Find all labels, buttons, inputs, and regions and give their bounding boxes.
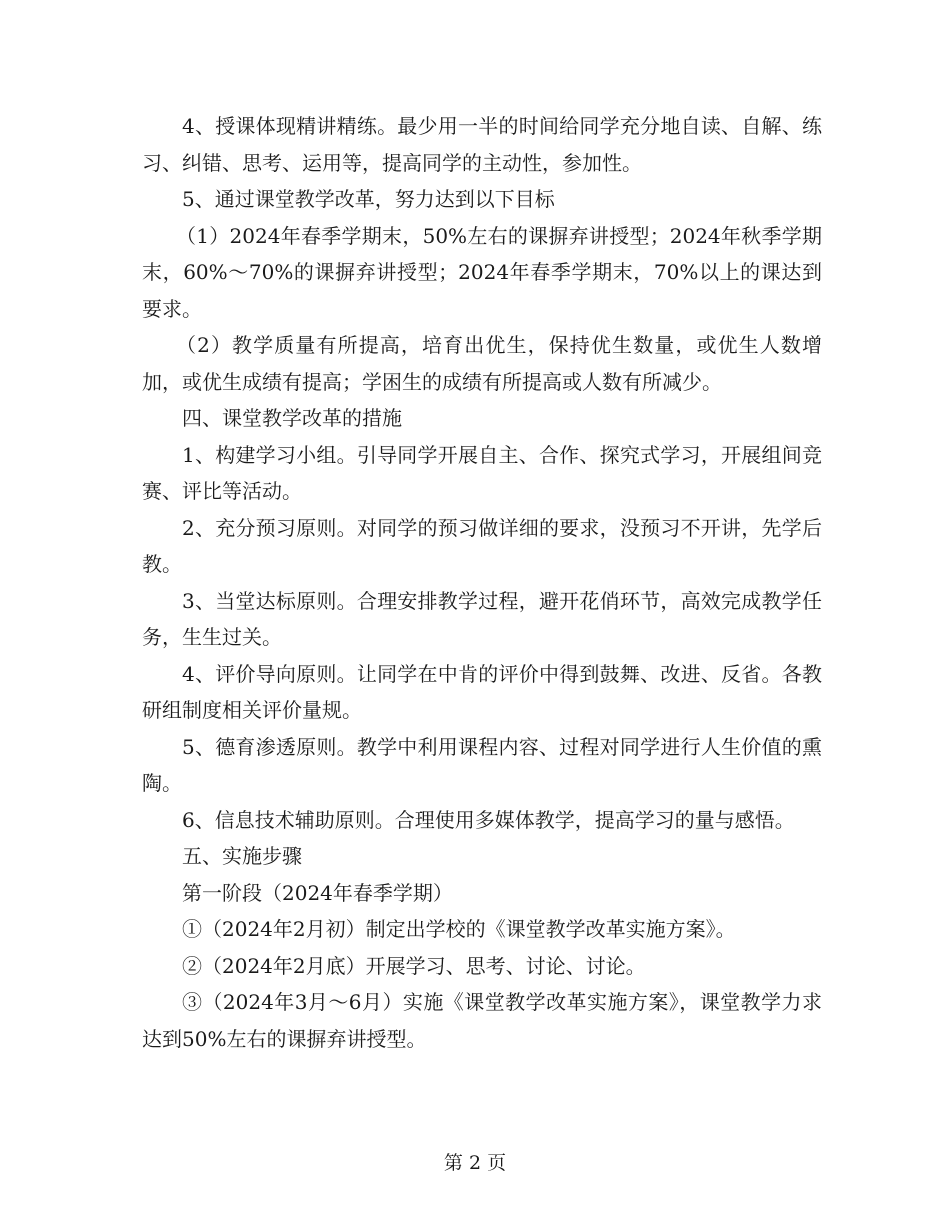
step-item-1: ①（2024年2月初）制定出学校的《课堂教学改革实施方案》。: [182, 917, 736, 941]
paragraph-measure-6: 6、信息技术辅助原则。合理使用多媒体教学，提高学习的量与感悟。: [182, 807, 795, 832]
paragraph-item-4: 4、授课体现精讲精练。最少用一半的时间给同学充分地自读、自解、练习、纠错、思考、运用等，提高同学的主动性，参加性。: [142, 114, 822, 175]
paragraph-measure-4: 4、评价导向原则。让同学在中肯的评价中得到鼓舞、改进、反省。各教研组制度相关评价量规。: [142, 661, 822, 722]
paragraph-item-5: 5、通过课堂教学改革，努力达到以下目标: [182, 187, 555, 211]
document-body: [142, 108, 822, 1057]
paragraph-measure-1: 1、构建学习小组。引导同学开展自主、合作、探究式学习，开展组间竞赛、评比等活动。: [142, 442, 822, 503]
paragraph-goal-2: （2）教学质量有所提高，培育出优生，保持优生数量，或优生人数增加，或优生成绩有提高；学困生的成绩有所提高或人数有所减少。: [142, 333, 822, 394]
phase-heading-1: 第一阶段（2024年春季学期）: [182, 880, 453, 905]
section-heading-steps: 五、实施步骤: [182, 844, 302, 868]
paragraph-measure-5: 5、德育渗透原则。教学中利用课程内容、过程对同学进行人生价值的熏陶。: [142, 734, 822, 795]
step-item-2: ②（2024年2月底）开展学习、思考、讨论、讨论。: [182, 953, 646, 978]
paragraph-measure-3: 3、当堂达标原则。合理安排教学过程，避开花俏环节，高效完成教学任务，生生过关。: [142, 588, 822, 649]
page-number: 第 2 页: [443, 1152, 507, 1174]
paragraph-measure-2: 2、充分预习原则。对同学的预习做详细的要求，没预习不开讲，先学后教。: [142, 515, 822, 576]
section-heading-measures: 四、课堂教学改革的措施: [182, 406, 402, 430]
step-item-3: ③（2024年3月～6月）实施《课堂教学改革实施方案》，课堂教学力求达到50%左右的课摒弃讲授型。: [142, 990, 822, 1051]
paragraph-goal-1: （1）2024年春季学期末，50%左右的课摒弃讲授型；2024年秋季学期末，60%～70%的课摒弃讲授型；2024年春季学期末，70%以上的课达到要求。: [142, 223, 822, 321]
